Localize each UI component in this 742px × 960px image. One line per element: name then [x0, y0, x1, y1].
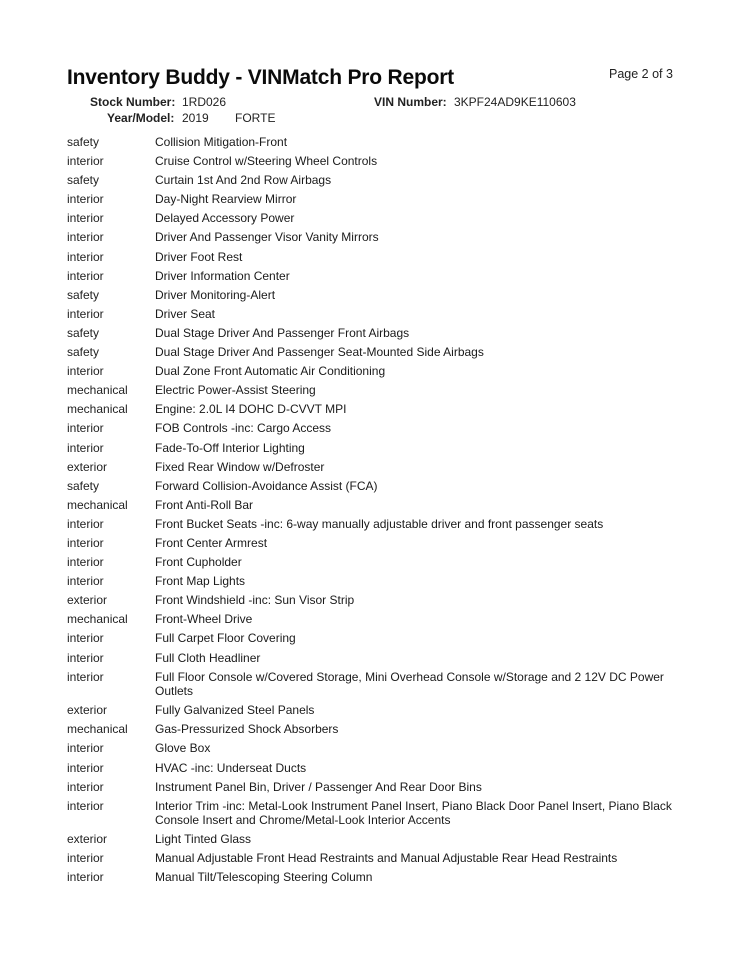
feature-description: Curtain 1st And 2nd Row Airbags: [155, 173, 332, 188]
feature-row: [0, 515, 742, 534]
feature-row: [0, 701, 742, 720]
feature-description: Full Cloth Headliner: [155, 650, 261, 665]
feature-description: Full Carpet Floor Covering: [155, 631, 296, 646]
feature-description: Instrument Panel Bin, Driver / Passenger And Rear Door Bins: [155, 779, 482, 794]
feature-row: [0, 830, 742, 849]
page-number: Page 2 of 3: [609, 67, 673, 81]
feature-row: [0, 739, 742, 758]
feature-description: Front Cupholder: [155, 555, 242, 570]
feature-row: [0, 228, 742, 247]
feature-row: [0, 362, 742, 381]
feature-row: [0, 171, 742, 190]
feature-description: Gas-Pressurized Shock Absorbers: [155, 722, 339, 737]
feature-description: Front Center Armrest: [155, 535, 268, 550]
feature-description: Delayed Accessory Power: [155, 211, 295, 226]
feature-description: Front-Wheel Drive: [155, 612, 253, 627]
feature-category: interior: [67, 574, 104, 589]
year-value: 2019: [182, 111, 209, 125]
feature-row: [0, 778, 742, 797]
feature-row: [0, 343, 742, 362]
feature-category: interior: [67, 741, 104, 756]
feature-category: interior: [67, 211, 104, 226]
feature-category: interior: [67, 268, 104, 283]
feature-description: Manual Tilt/Telescoping Steering Column: [155, 870, 373, 885]
feature-category: interior: [67, 306, 104, 321]
feature-row: [0, 439, 742, 458]
feature-category: mechanical: [67, 383, 128, 398]
feature-description: Fully Galvanized Steel Panels: [155, 703, 315, 718]
feature-list: [0, 133, 742, 888]
feature-category: safety: [67, 345, 100, 360]
feature-description: Forward Collision-Avoidance Assist (FCA): [155, 478, 378, 493]
feature-description: Dual Zone Front Automatic Air Conditioning: [155, 364, 386, 379]
feature-category: interior: [67, 192, 104, 207]
feature-category: safety: [67, 135, 100, 149]
feature-row: [0, 190, 742, 209]
feature-category: interior: [67, 631, 104, 646]
feature-category: interior: [67, 516, 104, 531]
feature-description: Dual Stage Driver And Passenger Seat-Mounted Side Airbags: [155, 345, 484, 360]
feature-description: Driver Monitoring-Alert: [155, 287, 276, 302]
feature-category: interior: [67, 364, 104, 379]
feature-description: Manual Adjustable Front Head Restraints and Manual Adjustable Rear Head Restraints: [155, 851, 618, 866]
stock-number-label: Stock Number:: [90, 95, 176, 109]
feature-category: interior: [67, 650, 104, 665]
feature-category: mechanical: [67, 612, 128, 627]
feature-description: Fade-To-Off Interior Lighting: [155, 440, 305, 455]
feature-row: [0, 629, 742, 648]
feature-row: [0, 720, 742, 739]
feature-row: [0, 209, 742, 228]
feature-category: mechanical: [67, 497, 128, 512]
feature-description: Light Tinted Glass: [155, 832, 252, 847]
model-value: FORTE: [235, 111, 276, 125]
feature-category: interior: [67, 230, 104, 245]
feature-category: exterior: [67, 832, 108, 847]
feature-row: [0, 248, 742, 267]
feature-category: interior: [67, 870, 104, 885]
report-title: Inventory Buddy - VINMatch Pro Report: [67, 66, 454, 89]
feature-category: safety: [67, 287, 100, 302]
feature-row: [0, 458, 742, 477]
feature-row: [0, 477, 742, 496]
feature-category: exterior: [67, 459, 108, 474]
feature-description: Dual Stage Driver And Passenger Front Airbags: [155, 325, 410, 340]
feature-description: Cruise Control w/Steering Wheel Controls: [155, 154, 378, 169]
year-model-label: Year/Model:: [107, 111, 175, 125]
feature-row: [0, 797, 742, 831]
feature-row: [0, 324, 742, 343]
feature-category: safety: [67, 478, 100, 493]
feature-description: Full Floor Console w/Covered Storage, Mini Overhead Console w/Storage and 2 12V DC Power Outlets: [155, 669, 664, 699]
feature-category: safety: [67, 173, 100, 188]
feature-description: Fixed Rear Window w/Defroster: [155, 459, 325, 474]
feature-description: Glove Box: [155, 741, 211, 756]
feature-description: Interior Trim -inc: Metal-Look Instrument Panel Insert, Piano Black Door Panel Insert, Piano Black Console Insert and Chrome/Metal-Look Interior Accents: [155, 798, 672, 828]
feature-row: [0, 133, 742, 152]
feature-category: interior: [67, 440, 104, 455]
feature-description: Engine: 2.0L I4 DOHC D-CVVT MPI: [155, 402, 347, 417]
feature-row: [0, 649, 742, 668]
feature-description: Electric Power-Assist Steering: [155, 383, 316, 398]
feature-row: [0, 868, 742, 887]
feature-row: [0, 381, 742, 400]
feature-row: [0, 668, 742, 702]
feature-category: interior: [67, 798, 104, 813]
feature-row: [0, 286, 742, 305]
feature-description: Day-Night Rearview Mirror: [155, 192, 297, 207]
feature-category: interior: [67, 249, 104, 264]
feature-row: [0, 419, 742, 438]
feature-row: [0, 849, 742, 868]
feature-row: [0, 534, 742, 553]
feature-description: Front Anti-Roll Bar: [155, 497, 254, 512]
feature-description: HVAC -inc: Underseat Ducts: [155, 760, 307, 775]
feature-row: [0, 572, 742, 591]
feature-category: mechanical: [67, 402, 128, 417]
feature-description: Driver Foot Rest: [155, 249, 243, 264]
feature-category: exterior: [67, 593, 108, 608]
feature-category: mechanical: [67, 722, 128, 737]
vin-label: VIN Number:: [374, 95, 447, 109]
feature-description: FOB Controls -inc: Cargo Access: [155, 421, 332, 436]
feature-category: safety: [67, 325, 100, 340]
feature-category: interior: [67, 421, 104, 436]
feature-row: [0, 305, 742, 324]
feature-row: [0, 759, 742, 778]
feature-description: Front Bucket Seats -inc: 6-way manually adjustable driver and front passenger seats: [155, 516, 604, 531]
vin-value: 3KPF24AD9KE110603: [454, 95, 576, 109]
feature-row: [0, 496, 742, 515]
feature-row: [0, 610, 742, 629]
feature-row: [0, 553, 742, 572]
feature-description: Driver And Passenger Visor Vanity Mirrors: [155, 230, 379, 245]
feature-category: interior: [67, 779, 104, 794]
feature-category: interior: [67, 669, 104, 684]
feature-description: Front Map Lights: [155, 574, 246, 589]
feature-category: interior: [67, 555, 104, 570]
feature-category: interior: [67, 154, 104, 169]
feature-description: Driver Information Center: [155, 268, 290, 283]
stock-number-value: 1RD026: [182, 95, 227, 109]
feature-row: [0, 400, 742, 419]
feature-row: [0, 267, 742, 286]
feature-description: Front Windshield -inc: Sun Visor Strip: [155, 593, 355, 608]
feature-description: Driver Seat: [155, 306, 216, 321]
feature-category: exterior: [67, 703, 108, 718]
feature-category: interior: [67, 760, 104, 775]
feature-category: interior: [67, 851, 104, 866]
feature-category: interior: [67, 535, 104, 550]
feature-description: Collision Mitigation-Front: [155, 135, 288, 149]
feature-row: [0, 152, 742, 171]
feature-row: [0, 591, 742, 610]
